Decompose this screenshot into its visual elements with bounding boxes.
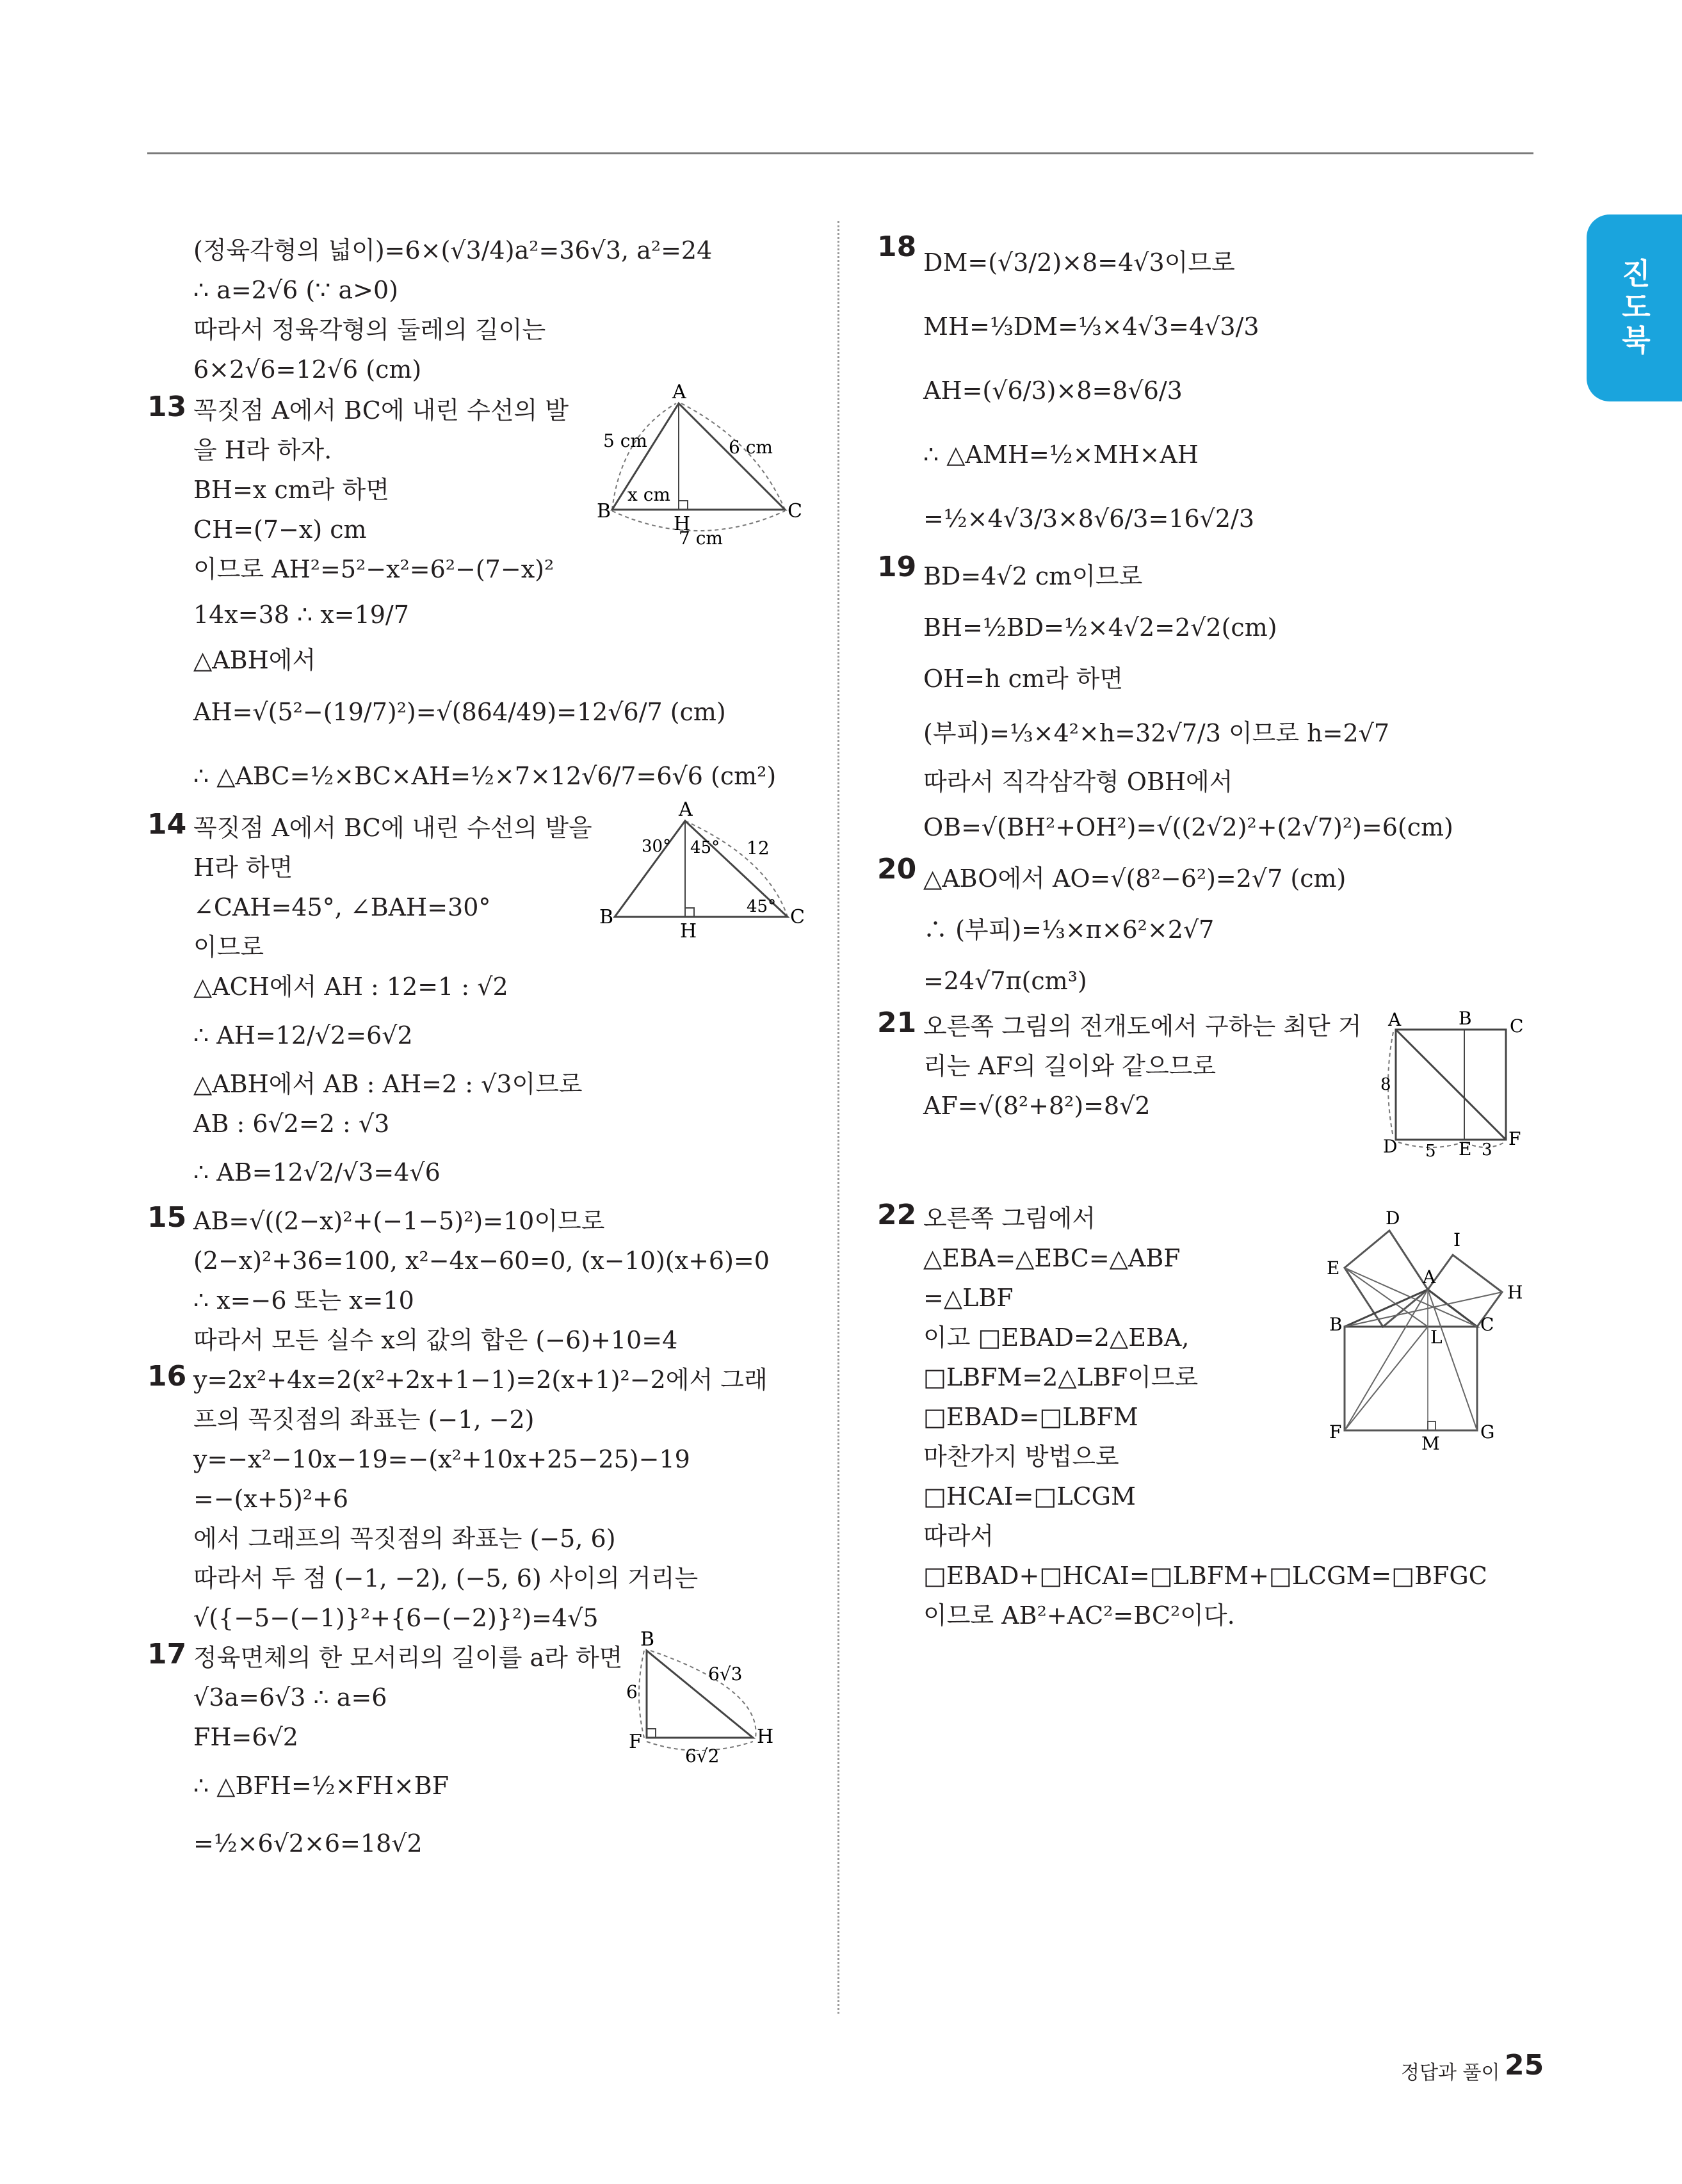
label-h: H [674,513,691,535]
label-de: 5 [1425,1142,1436,1161]
solution-line: ∴ △AMH=½×MH×AH [923,441,1199,469]
solution-line: OH=h cm라 하면 [923,665,1124,693]
label-b: B [1459,1008,1472,1029]
label-h: H [680,920,697,942]
solution-line: y=2x²+4x=2(x²+2x+1−1)=2(x+1)²−2에서 그래 [193,1366,768,1394]
triangle-figure-14 [595,798,805,955]
solution-line: ∴ x=−6 또는 x=10 [193,1286,414,1314]
left-column [147,231,826,1872]
problem-number: 21 [877,1007,917,1039]
solution-line: ∴ △BFH=½×FH×BF [193,1772,449,1800]
label-c: C [1480,1314,1494,1335]
solution-line: (2−x)²+36=100, x²−4x−60=0, (x−10)(x+6)=0 [193,1247,770,1275]
solution-line: 6×2√6=12√6 (cm) [193,355,422,384]
label-a: A [679,798,693,821]
problem-13 [147,381,826,808]
solution-line: =½×4√3/3×8√6/3=16√2/3 [923,505,1255,533]
triangle-figure-17 [621,1628,788,1772]
label-ab: 5 cm [603,430,647,451]
solution-line: AH=√(5²−(19/7)²)=√(864/49)=12√6/7 (cm) [193,698,726,726]
solution-line: 꼭짓점 A에서 BC에 내린 수선의 발 [193,396,569,425]
problem-number: 20 [877,853,917,886]
solution-line: 따라서 두 점 (−1, −2), (−5, 6) 사이의 거리는 [193,1564,699,1592]
solution-line: 정육면체의 한 모서리의 길이를 a라 하면 [193,1644,623,1672]
solution-line: 14x=38 ∴ x=19/7 [193,601,409,629]
solution-line: CH=(7−x) cm [193,515,367,544]
solution-line: OB=√(BH²+OH²)=√((2√2)²+(2√7)²)=6(cm) [923,813,1453,841]
solution-line: △ABO에서 AO=√(8²−6²)=2√7 (cm) [923,864,1346,893]
solution-line: √({−5−(−1)}²+{6−(−2)}²)=4√5 [193,1604,599,1632]
solution-line: AB=√((2−x)²+(−1−5)²)=10이므로 [193,1207,605,1235]
solution-line: MH=⅓DM=⅓×4√3=4√3/3 [923,312,1259,341]
problem-number: 22 [877,1199,917,1231]
solution-line: 따라서 정육각형의 둘레의 길이는 [193,316,546,344]
pythagoras-figure-22 [1293,1192,1537,1454]
solution-line: BD=4√2 cm이므로 [923,562,1143,590]
problem-21 [877,1007,1543,1199]
solution-line: 따라서 [923,1522,994,1550]
problem-number: 16 [147,1360,187,1393]
label-h: H [1507,1282,1523,1303]
solution-line: 이므로 [193,933,264,961]
label-b: B [640,1628,655,1651]
label-e: E [1327,1258,1340,1279]
label-f: F [1508,1128,1521,1149]
label-bh: 6√3 [708,1663,743,1685]
solution-line: ∴ a=2√6 (∵ a>0) [193,276,398,304]
solution-line: 에서 그래프의 꼭짓점의 좌표는 (−5, 6) [193,1525,616,1553]
problem-19 [877,551,1543,853]
label-b: B [597,500,611,522]
label-a: A [1423,1266,1436,1288]
label-c: C [788,500,802,522]
solution-line: 이고 □EBAD=2△EBA, [923,1323,1190,1352]
label-bc: 7 cm [679,528,723,549]
solution-line: △EBA=△EBC=△ABF [923,1244,1181,1272]
solution-line: 따라서 모든 실수 x의 값의 합은 (−6)+10=4 [193,1326,678,1354]
solution-line: ∴ △ABC=½×BC×AH=½×7×12√6/7=6√6 (cm²) [193,762,777,790]
label-a: A [1388,1009,1402,1030]
solution-line: ∴ (부피)=⅓×π×6²×2√7 [923,916,1215,944]
label-angle-b: 30° [642,837,672,856]
solution-line: =24√7π(cm³) [923,967,1087,995]
net-figure-21 [1370,1007,1543,1160]
label-d: D [1383,1136,1398,1157]
solution-line: ∠CAH=45°, ∠BAH=30° [193,893,491,921]
solution-line: □HCAI=□LCGM [923,1482,1136,1510]
solution-line: 리는 AF의 길이와 같으므로 [923,1052,1217,1080]
column-divider [837,221,839,2014]
solution-line: 꼭짓점 A에서 BC에 내린 수선의 발을 [193,814,592,842]
label-e: E [1459,1138,1472,1160]
label-f: F [1329,1421,1342,1443]
label-ef: 3 [1482,1140,1492,1160]
label-c: C [790,906,805,928]
solution-line: AH=(√6/3)×8=8√6/3 [923,376,1183,405]
problem-20 [877,853,1543,1007]
problem-number: 14 [147,808,187,841]
label-fh: 6√2 [685,1745,720,1767]
solution-line: AF=√(8²+8²)=8√2 [923,1092,1151,1120]
problem-22 [877,1199,1543,1635]
solution-line: △ACH에서 AH : 12=1 : √2 [193,973,508,1001]
label-d: D [1386,1208,1400,1229]
label-bh: x cm [627,484,670,505]
top-rule [147,152,1533,154]
label-angle-a: 45° [690,838,720,857]
label-ac: 12 [747,837,770,859]
solution-line: AB : 6√2=2 : √3 [193,1110,390,1138]
solution-line: 마찬가지 방법으로 [923,1443,1119,1471]
problem-number: 15 [147,1201,187,1234]
solution-line: H라 하면 [193,853,293,882]
solution-line: △ABH에서 AB : AH=2 : √3이므로 [193,1070,583,1098]
label-m: M [1421,1433,1440,1454]
solution-line: 이므로 AH²=5²−x²=6²−(7−x)² [193,555,554,583]
solution-line: 오른쪽 그림의 전개도에서 구하는 최단 거 [923,1012,1362,1040]
solution-line: BH=x cm라 하면 [193,476,389,504]
label-h: H [757,1726,774,1748]
solution-line: 따라서 직각삼각형 OBH에서 [923,768,1233,796]
solution-line: √3a=6√3 ∴ a=6 [193,1683,387,1711]
solution-line: =△LBF [923,1284,1014,1312]
label-b: B [599,906,614,928]
solution-line: ∴ AH=12/√2=6√2 [193,1021,413,1049]
label-a: A [672,381,686,403]
problem-12-cont [147,231,826,389]
problem-number: 13 [147,391,187,423]
solution-line: =½×6√2×6=18√2 [193,1829,423,1857]
label-b: B [1329,1314,1343,1335]
solution-line: □LBFM=2△LBF이므로 [923,1363,1199,1391]
solution-line: DM=(√3/2)×8=4√3이므로 [923,248,1235,277]
footer-label: 정답과 풀이 [1401,2062,1500,2084]
solution-line: BH=½BD=½×4√2=2√2(cm) [923,613,1277,642]
problem-16 [147,1360,826,1638]
label-bf: 6 [626,1681,638,1703]
section-tab[interactable] [1587,214,1682,401]
triangle-figure-13 [595,381,802,551]
solution-line: 을 H라 하자. [193,436,332,464]
solution-line: (정육각형의 넓이)=6×(√3/4)a²=36√3, a²=24 [193,236,713,264]
solution-line: ∴ AB=12√2/√3=4√6 [193,1158,441,1186]
problem-number: 17 [147,1638,187,1670]
solution-line: □EBAD+□HCAI=□LBFM+□LCGM=□BFGC [923,1562,1487,1590]
section-tab-label: 진도북 [1617,258,1652,358]
problem-14 [147,798,826,1201]
page-number: 25 [1505,2049,1544,2082]
label-i: I [1453,1229,1461,1250]
label-g: G [1480,1421,1495,1443]
solution-line: y=−x²−10x−19=−(x²+10x+25−25)−19 [193,1445,690,1473]
problem-number: 18 [877,231,917,263]
label-angle-c: 45° [747,897,777,916]
label-f: F [629,1731,642,1753]
solution-line: =−(x+5)²+6 [193,1485,349,1513]
solution-line: 프의 꼭짓점의 좌표는 (−1, −2) [193,1405,535,1434]
problem-17 [147,1628,826,1872]
solution-line: □EBAD=□LBFM [923,1403,1138,1431]
problem-number: 19 [877,551,917,583]
solution-line: 오른쪽 그림에서 [923,1204,1096,1233]
right-column [877,231,1543,1635]
solution-line: △ABH에서 [193,646,316,674]
problem-18 [877,231,1543,551]
solution-line: (부피)=⅓×4²×h=32√7/3 이므로 h=2√7 [923,719,1390,747]
solution-line: 이므로 AB²+AC²=BC²이다. [923,1601,1235,1630]
solution-line: FH=6√2 [193,1723,298,1751]
label-ad: 8 [1380,1075,1391,1094]
problem-15 [147,1201,826,1360]
label-l: L [1430,1327,1443,1348]
label-ac: 6 cm [729,437,773,458]
label-c: C [1510,1015,1524,1037]
